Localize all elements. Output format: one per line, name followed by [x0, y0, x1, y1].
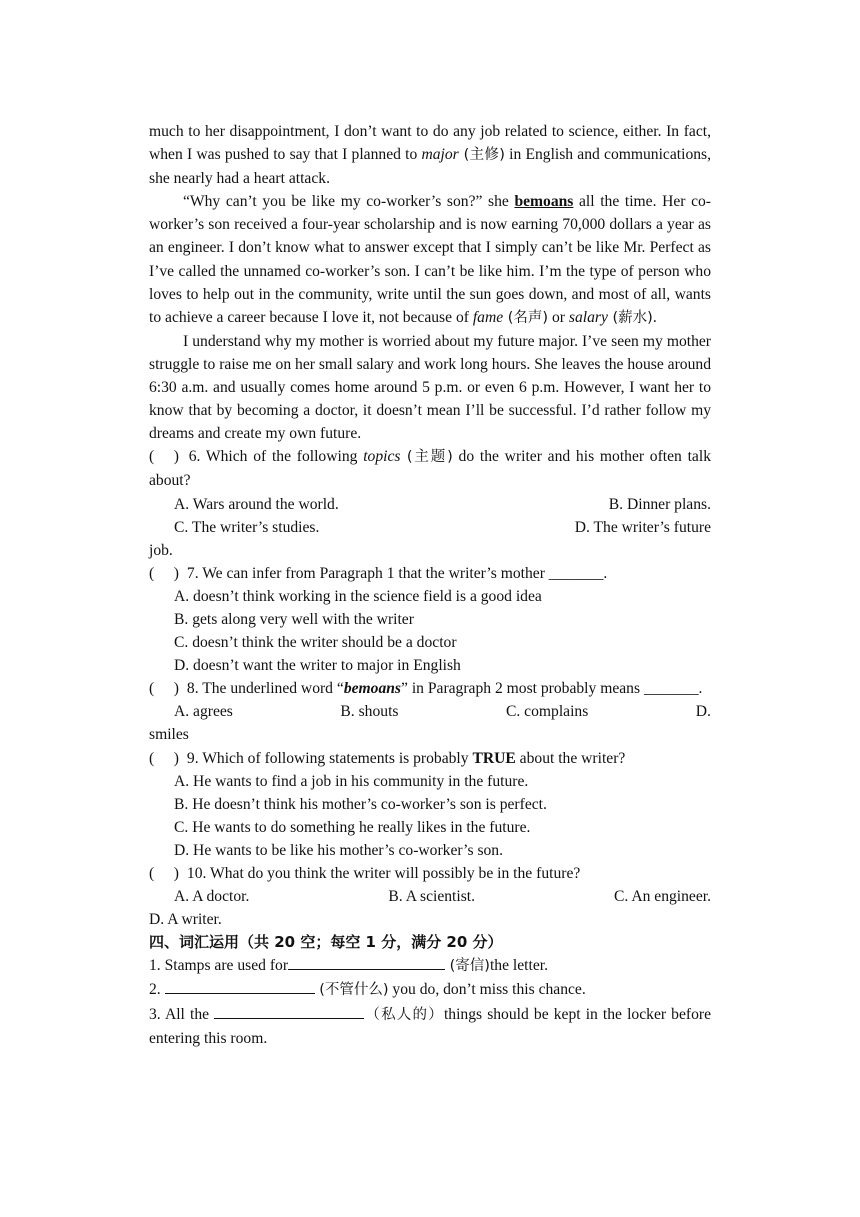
italic-term: fame [472, 308, 504, 326]
text: 1. Stamps are used for [149, 957, 289, 975]
option-b: B. A scientist. [388, 888, 475, 906]
option-d-wrap: job. [149, 541, 173, 559]
text: all the time. Her co-worker’s son received a four-year scholarship and is now earning 70,000 dollars a year as an engineer. I don’t know what to answer except that I simply can’t be like Mr. Perfect as I’ve called the unnamed co-worker’s son. I can’t be like him. I’m the type of person who loves to help out in the community, write until the sun goes down, and most of all, wants to achieve a career because I love it, not because of [149, 193, 712, 326]
option-c: C. The writer’s studies. [174, 518, 320, 536]
text: . [652, 308, 657, 326]
option-d: D. [695, 703, 711, 721]
text: ” in Paragraph 2 most probably means _______. [401, 680, 703, 698]
answer-blank[interactable] [288, 955, 445, 970]
chinese-gloss: (主题) [400, 449, 453, 466]
text: “Why can’t you be like my co-worker’s son?” she [183, 193, 515, 211]
option-b: B. gets along very well with the writer [174, 610, 414, 628]
quoted-word: bemoans [343, 680, 401, 698]
question-6-options-row-1 [149, 493, 711, 516]
text: 7. We can infer from Paragraph 1 that the writer’s mother _______. [183, 564, 608, 582]
text: 6. Which of the following [183, 448, 364, 466]
option-b: B. Dinner plans. [608, 495, 711, 513]
bold-word: TRUE [472, 749, 516, 767]
option-a: A. doesn’t think working in the science field is a good idea [174, 587, 542, 605]
text: about the writer? [515, 749, 626, 767]
option-c: C. An engineer. [613, 888, 711, 906]
text: things should be kept in the locker before entering this room. [149, 1005, 711, 1047]
option-a: A. He wants to find a job in his community in the future. [174, 772, 529, 790]
answer-paren: ( ) [149, 680, 179, 698]
text: 10. What do you think the writer will possibly be in the future? [183, 865, 581, 882]
italic-term: major [421, 146, 459, 164]
answer-paren: ( ) [149, 448, 179, 466]
text: much to her disappointment, I don’t want to do any job related to science, either. In fact, when I was pushed to say that I planned to [149, 123, 711, 164]
option-d: D. He wants to be like his mother’s co-worker’s son. [174, 841, 503, 859]
text: you do, don’t miss this chance. [388, 981, 586, 999]
text: 2. [149, 981, 165, 999]
underlined-word: bemoans [514, 193, 574, 211]
question-8 [149, 677, 711, 700]
option-c: C. He wants to do something he really likes in the future. [174, 818, 531, 836]
option-a: A. Wars around the world. [174, 495, 339, 513]
chinese-hint: (不管什么) [314, 982, 389, 999]
question-10-options [149, 885, 711, 908]
passage-paragraph-3: I understand why my mother is worried about my future major. I’ve seen my mother struggle to raise me on her small salary and work long hours. She leaves the house around 6:30 a.m. and usually comes home around 5 p.m. or even 6 p.m. However, I want her to know that by becoming a doctor, it doesn’t mean I’ll be successful. I’d rather follow my dreams and create my own future. [149, 332, 711, 443]
chinese-hint: （私人的） [364, 1006, 444, 1023]
chinese-gloss: (薪水) [607, 309, 653, 326]
chinese-gloss: (名声) [503, 309, 549, 326]
question-9 [149, 747, 711, 770]
option-a: A. agrees [174, 703, 233, 721]
option-d: D. doesn’t want the writer to major in English [174, 657, 461, 675]
option-c: C. complains [505, 703, 589, 721]
text: do the writer and his mother often talk about? [149, 448, 711, 490]
passage-paragraph-2 [149, 190, 711, 330]
italic-term: salary [568, 308, 608, 326]
option-d: D. A writer. [149, 911, 222, 929]
text: or [548, 308, 569, 326]
answer-paren: ( ) [149, 564, 179, 582]
document-page [149, 120, 711, 1050]
option-d: D. The writer’s future [574, 518, 711, 536]
text: 8. The underlined word “ [183, 680, 344, 698]
option-b: B. He doesn’t think his mother’s co-worker’s son is perfect. [174, 795, 547, 813]
option-b: B. shouts [340, 703, 399, 721]
answer-blank[interactable] [214, 1004, 364, 1019]
vocab-item-1 [149, 954, 711, 978]
vocab-item-2 [149, 978, 711, 1002]
question-6 [149, 445, 711, 492]
answer-paren: ( ) [149, 749, 179, 767]
answer-paren: ( ) [149, 865, 179, 882]
chinese-gloss: (主修) [458, 147, 505, 164]
question-6-options-row-2 [149, 516, 711, 539]
text: 3. All the [149, 1005, 215, 1023]
text: in English and communications, she nearly had a heart attack. [149, 146, 712, 188]
option-d-wrap: smiles [149, 726, 189, 744]
question-8-options [149, 700, 711, 723]
chinese-hint: (寄信) [445, 958, 490, 975]
section-heading: 四、词汇运用（共 20 空；每空 1 分，满分 20 分） [149, 933, 503, 952]
text: the letter. [489, 957, 548, 975]
italic-term: topics [363, 448, 401, 466]
question-10 [149, 862, 711, 885]
vocab-item-3 [149, 1003, 711, 1050]
option-c: C. doesn’t think the writer should be a doctor [174, 634, 457, 652]
passage-paragraph-1 [149, 120, 711, 190]
answer-blank[interactable] [165, 979, 315, 994]
question-7 [149, 562, 711, 585]
option-a: A. A doctor. [174, 888, 250, 906]
text: 9. Which of following statements is probably [183, 749, 473, 767]
